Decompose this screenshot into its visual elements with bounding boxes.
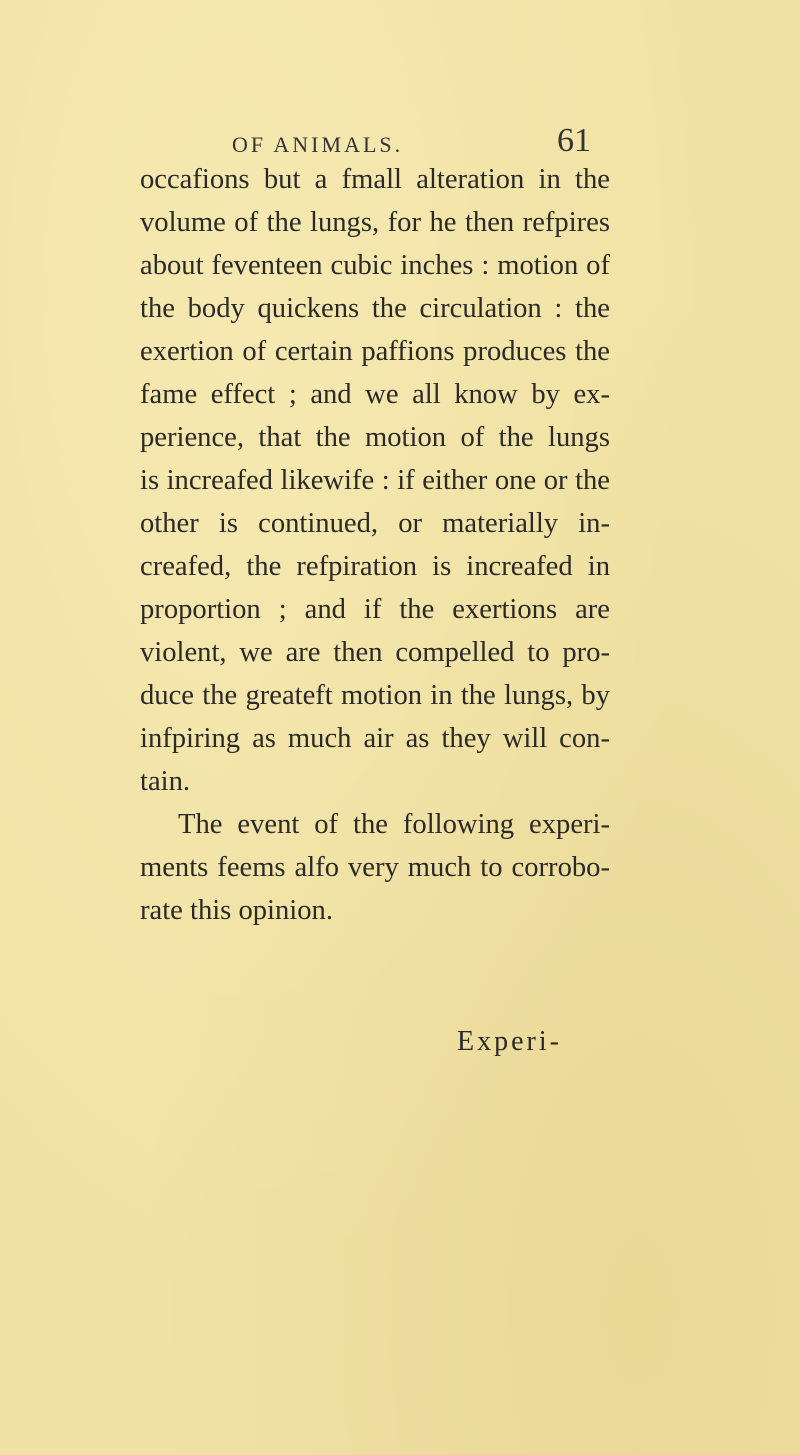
text-line: tain.	[140, 766, 191, 797]
text-line: volume of the lungs, for he then refpires	[140, 207, 610, 238]
text-line: The event of the following experi-	[178, 809, 610, 840]
text-line: duce the greateft motion in the lungs, by	[140, 680, 610, 711]
text-line: the body quickens the circulation : the	[140, 293, 610, 324]
text-line: rate this opinion.	[140, 895, 333, 926]
text-line: exertion of certain paffions produces the	[140, 336, 610, 367]
running-head: OF ANIMALS.	[232, 132, 404, 157]
page-number: 61	[557, 122, 591, 159]
text-line: violent, we are then compelled to pro-	[140, 637, 610, 668]
catchword: Experi-	[457, 1026, 562, 1057]
paragraph-1	[140, 158, 610, 803]
text-line: fame effect ; and we all know by ex-	[140, 379, 610, 410]
text-line: infpiring as much air as they will con-	[140, 723, 610, 754]
text-line: other is continued, or materially in-	[140, 508, 610, 539]
text-line: ments feems alfo very much to corrobo-	[140, 852, 610, 883]
text-line: occafions but a fmall alteration in the	[140, 164, 610, 195]
page-header	[0, 118, 800, 158]
text-line: creafed, the refpiration is increafed in	[140, 551, 610, 582]
text-line: perience, that the motion of the lungs	[140, 422, 610, 453]
text-line: proportion ; and if the exertions are	[140, 594, 610, 625]
paragraph-2	[140, 803, 610, 932]
body-text	[140, 158, 610, 932]
text-line: is increafed likewife : if either one or the	[140, 465, 610, 496]
text-line: about feventeen cubic inches : motion of	[140, 250, 610, 281]
